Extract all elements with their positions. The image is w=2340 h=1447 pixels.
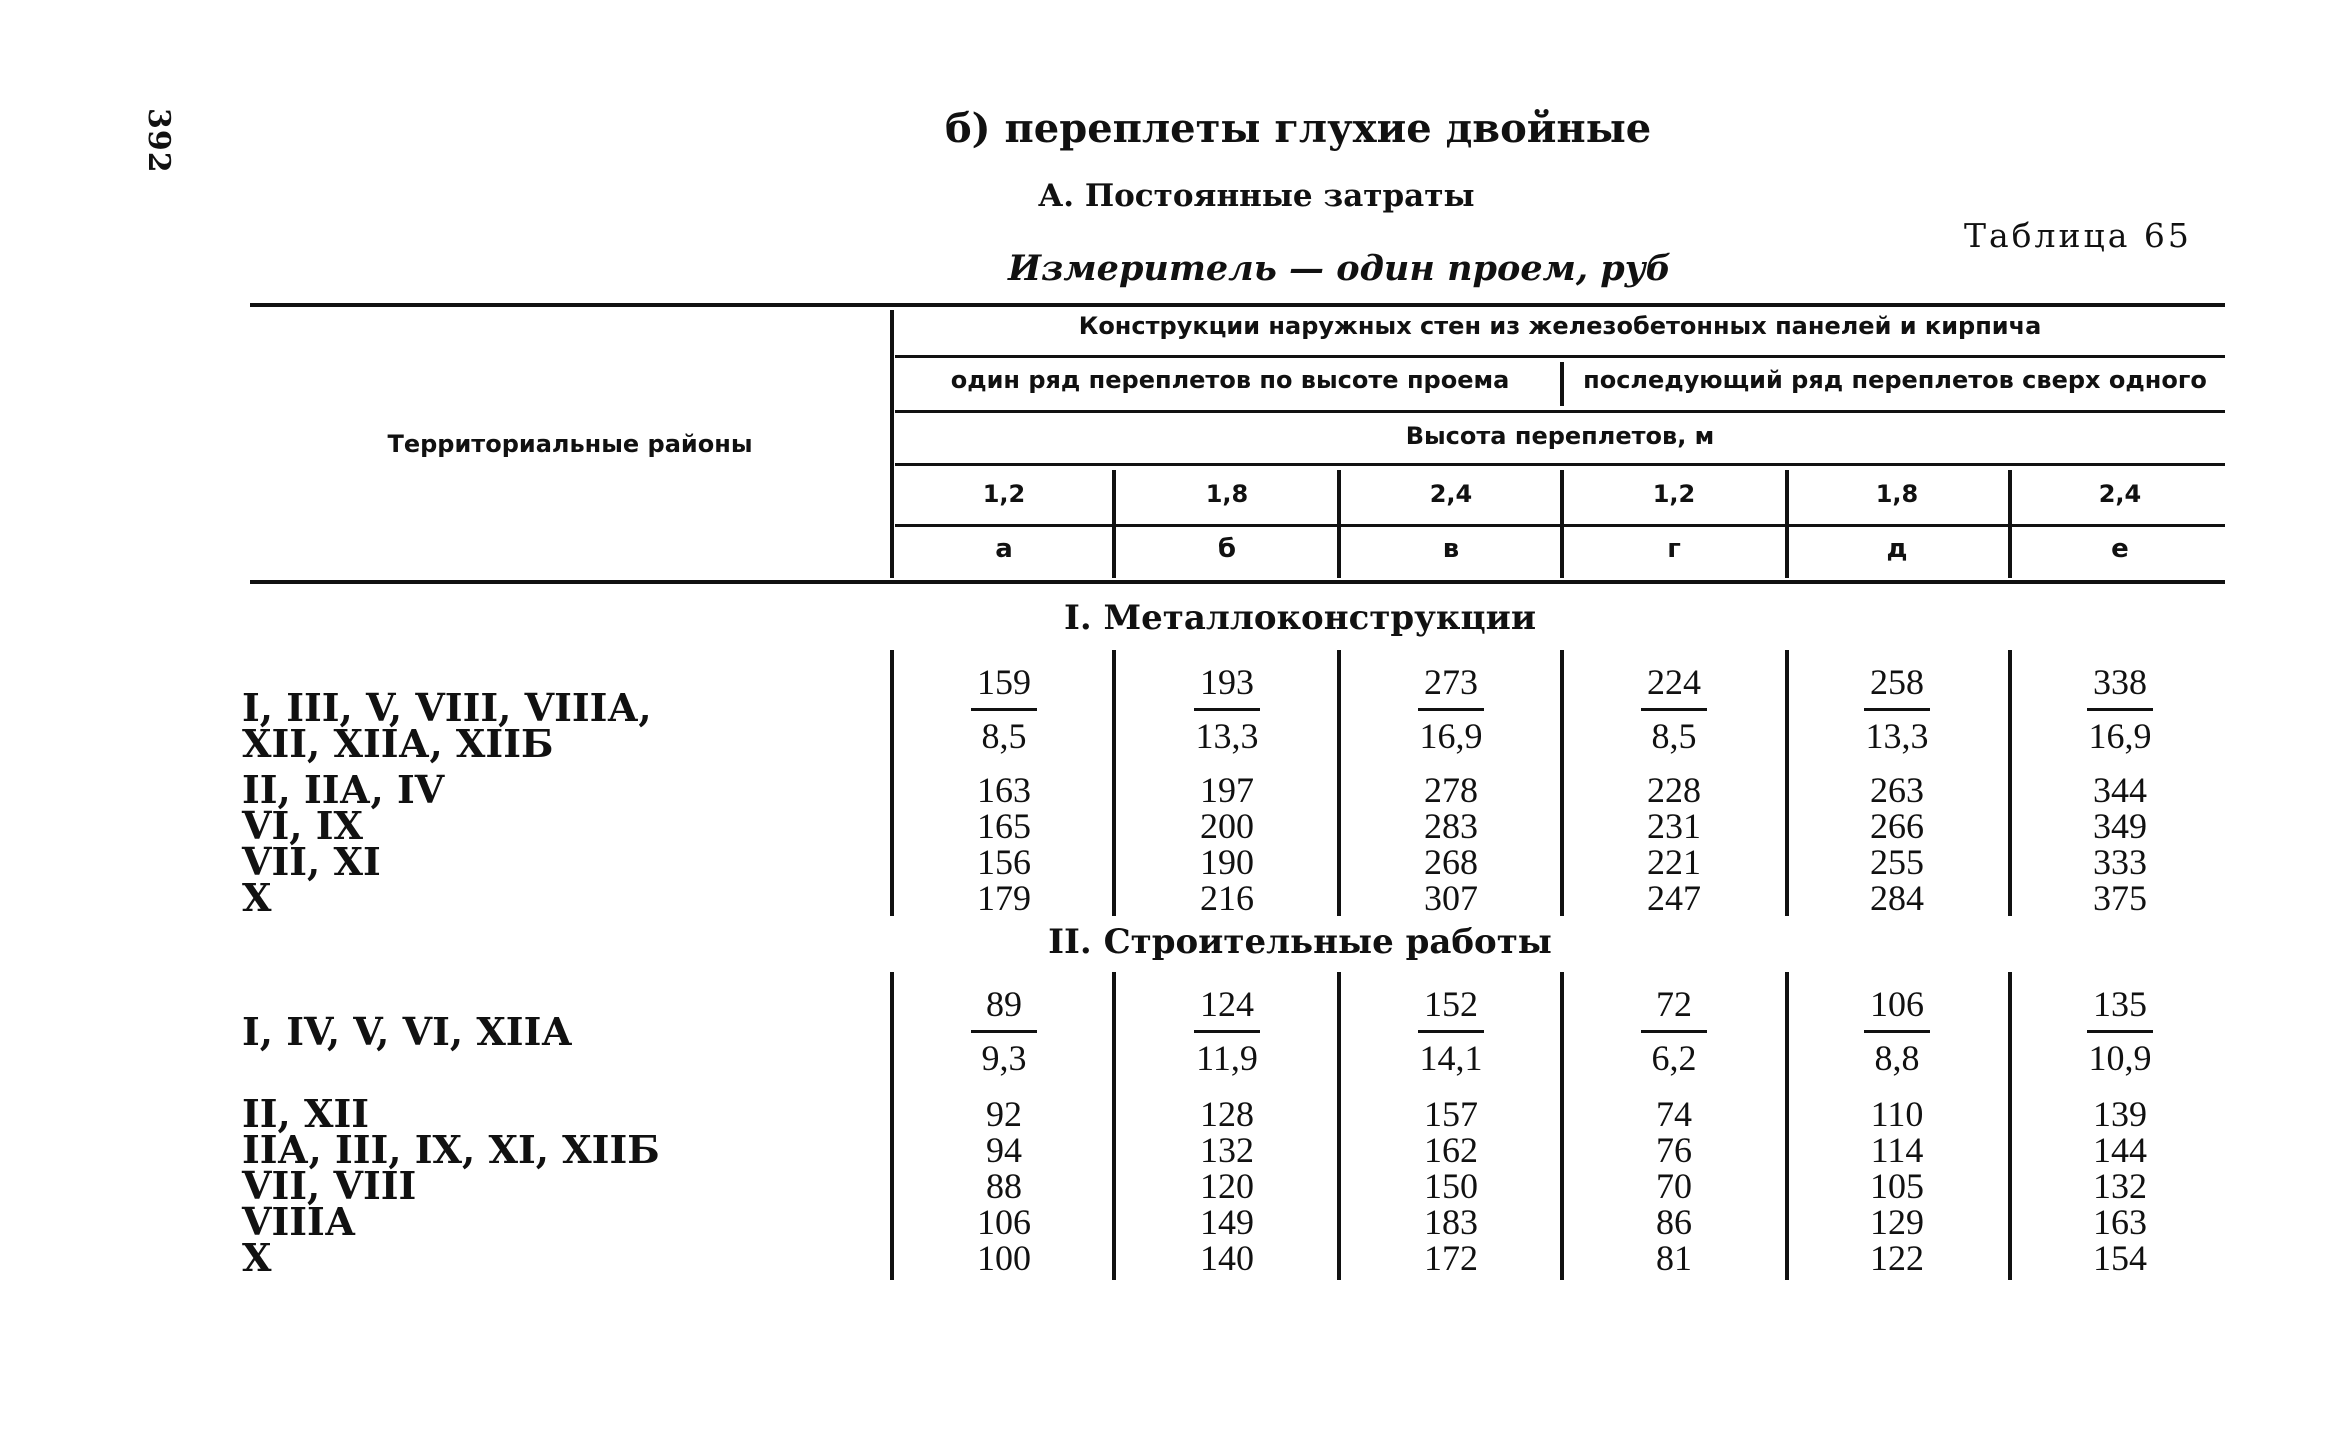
region-label: VI, IX — [242, 803, 363, 848]
table-cell: 221 — [1647, 842, 1701, 882]
fraction-bar — [1418, 1030, 1484, 1033]
header-col-divider — [1112, 470, 1116, 578]
column-letter: д — [1886, 534, 1908, 564]
table-cell: 349 — [2093, 806, 2147, 846]
fraction-bar — [1864, 1030, 1930, 1033]
body-col-divider — [1337, 650, 1341, 916]
table-cell: 165 — [977, 806, 1031, 846]
body-col-divider — [1785, 972, 1789, 1280]
fraction-bar — [2087, 708, 2153, 711]
table-cell: 92 — [986, 1094, 1022, 1134]
table-label: Таблица 65 — [1964, 216, 2192, 255]
region-label: XII, XIIА, XIIБ — [242, 721, 554, 766]
table-cell: 86 — [1656, 1202, 1692, 1242]
header-rule-2 — [895, 410, 2225, 413]
table-cell: 76 — [1656, 1130, 1692, 1170]
fraction-bar — [1864, 708, 1930, 711]
column-letter: б — [1217, 534, 1237, 564]
fraction-top: 89 — [986, 984, 1022, 1024]
one-row-header: один ряд переплетов по высоте проема — [950, 366, 1510, 394]
fraction-bar — [2087, 1030, 2153, 1033]
column-letter: е — [2111, 534, 2129, 564]
table-cell: 154 — [2093, 1238, 2147, 1278]
table-cell: 140 — [1200, 1238, 1254, 1278]
height-value: 1,8 — [1875, 480, 1919, 508]
page-number: 392 — [141, 108, 176, 174]
table-cell: 156 — [977, 842, 1031, 882]
fraction-top: 258 — [1870, 662, 1924, 702]
header-divider — [890, 310, 894, 578]
table-cell: 375 — [2093, 878, 2147, 918]
fraction-bottom: 10,9 — [2088, 1038, 2152, 1078]
table-cell: 307 — [1424, 878, 1478, 918]
table-cell: 128 — [1200, 1094, 1254, 1134]
fraction-bottom: 8,8 — [1874, 1038, 1920, 1078]
next-row-header: последующий ряд переплетов сверх одного — [1583, 366, 2207, 394]
table-cell: 231 — [1647, 806, 1701, 846]
table-cell: 179 — [977, 878, 1031, 918]
page-heading: б) переплеты глухие двойные — [945, 105, 1652, 152]
table-cell: 88 — [986, 1166, 1022, 1206]
table-cell: 228 — [1647, 770, 1701, 810]
table-cell: 110 — [1870, 1094, 1924, 1134]
table-cell: 266 — [1870, 806, 1924, 846]
region-label: IIА, III, IX, XI, XIIБ — [242, 1127, 660, 1172]
body-col-divider — [1112, 650, 1116, 916]
table-cell: 120 — [1200, 1166, 1254, 1206]
table-cell: 197 — [1200, 770, 1254, 810]
header-divider-sub — [1560, 362, 1564, 406]
group-title: I. Металлоконструкции — [1063, 598, 1537, 638]
table-cell: 283 — [1424, 806, 1478, 846]
table-cell: 247 — [1647, 878, 1701, 918]
height-header: Высота переплетов, м — [1405, 422, 1715, 450]
table-cell: 105 — [1870, 1166, 1924, 1206]
table-cell: 278 — [1424, 770, 1478, 810]
table-cell: 122 — [1870, 1238, 1924, 1278]
header-rule-3 — [895, 463, 2225, 466]
body-col-divider — [890, 972, 894, 1280]
table-cell: 263 — [1870, 770, 1924, 810]
fraction-top: 124 — [1200, 984, 1254, 1024]
fraction-bottom: 6,2 — [1651, 1038, 1697, 1078]
body-col-divider — [890, 650, 894, 916]
fraction-bottom: 8,5 — [1651, 716, 1697, 756]
body-col-divider — [1112, 972, 1116, 1280]
region-label: VIIIА — [242, 1199, 356, 1244]
table-cell: 190 — [1200, 842, 1254, 882]
height-value: 2,4 — [2098, 480, 2142, 508]
table-cell: 149 — [1200, 1202, 1254, 1242]
construction-header: Конструкции наружных стен из железобетонных панелей и кирпича — [1078, 312, 2042, 340]
fraction-bottom: 13,3 — [1195, 716, 1259, 756]
column-letter: г — [1667, 534, 1681, 564]
region-label: VII, VIII — [242, 1163, 417, 1208]
table-cell: 268 — [1424, 842, 1478, 882]
territory-header: Территориальные районы — [387, 430, 753, 458]
table-cell: 216 — [1200, 878, 1254, 918]
header-col-divider — [1560, 470, 1564, 578]
region-label: X — [242, 875, 272, 920]
table-cell: 163 — [977, 770, 1031, 810]
fraction-top: 106 — [1870, 984, 1924, 1024]
table-header-bottom-rule — [250, 580, 2225, 584]
height-value: 2,4 — [1429, 480, 1473, 508]
table-cell: 139 — [2093, 1094, 2147, 1134]
fraction-bottom: 13,3 — [1865, 716, 1929, 756]
fraction-bottom: 14,1 — [1419, 1038, 1483, 1078]
body-col-divider — [1560, 650, 1564, 916]
region-label: II, XII — [242, 1091, 370, 1136]
fraction-bar — [971, 708, 1037, 711]
fraction-bar — [1641, 1030, 1707, 1033]
fraction-top: 135 — [2093, 984, 2147, 1024]
fraction-bottom: 9,3 — [981, 1038, 1027, 1078]
fraction-bottom: 16,9 — [1419, 716, 1483, 756]
fraction-top: 159 — [977, 662, 1031, 702]
table-cell: 183 — [1424, 1202, 1478, 1242]
fraction-top: 152 — [1424, 984, 1478, 1024]
fraction-top: 338 — [2093, 662, 2147, 702]
table-cell: 100 — [977, 1238, 1031, 1278]
table-cell: 81 — [1656, 1238, 1692, 1278]
fraction-top: 273 — [1424, 662, 1478, 702]
fraction-bottom: 16,9 — [2088, 716, 2152, 756]
column-letter: в — [1442, 534, 1460, 564]
region-label: I, IV, V, VI, XIIА — [242, 1009, 573, 1054]
table-cell: 129 — [1870, 1202, 1924, 1242]
table-cell: 70 — [1656, 1166, 1692, 1206]
table-cell: 162 — [1424, 1130, 1478, 1170]
region-label: I, III, V, VIII, VIIIА, — [242, 685, 652, 730]
table-cell: 344 — [2093, 770, 2147, 810]
fraction-top: 224 — [1647, 662, 1701, 702]
header-rule-1 — [895, 355, 2225, 358]
body-col-divider — [2008, 650, 2012, 916]
table-cell: 144 — [2093, 1130, 2147, 1170]
region-label: II, IIА, IV — [242, 767, 445, 812]
fraction-bottom: 8,5 — [981, 716, 1027, 756]
table-cell: 114 — [1870, 1130, 1924, 1170]
fraction-bar — [971, 1030, 1037, 1033]
table-cell: 333 — [2093, 842, 2147, 882]
height-value: 1,2 — [982, 480, 1026, 508]
header-col-divider — [1337, 470, 1341, 578]
header-col-divider — [1785, 470, 1789, 578]
body-col-divider — [1337, 972, 1341, 1280]
column-letter: а — [995, 534, 1013, 564]
fraction-bar — [1641, 708, 1707, 711]
body-col-divider — [1560, 972, 1564, 1280]
unit-line: Измеритель — один проем, руб — [1008, 248, 1671, 289]
table-cell: 106 — [977, 1202, 1031, 1242]
table-cell: 132 — [1200, 1130, 1254, 1170]
table-cell: 150 — [1424, 1166, 1478, 1206]
table-cell: 163 — [2093, 1202, 2147, 1242]
fraction-bottom: 11,9 — [1196, 1038, 1258, 1078]
body-col-divider — [2008, 972, 2012, 1280]
fraction-bar — [1418, 708, 1484, 711]
body-col-divider — [1785, 650, 1789, 916]
table-cell: 157 — [1424, 1094, 1478, 1134]
table-cell: 94 — [986, 1130, 1022, 1170]
table-cell: 132 — [2093, 1166, 2147, 1206]
region-label: X — [242, 1235, 272, 1280]
table-top-rule — [250, 303, 2225, 307]
height-value: 1,8 — [1205, 480, 1249, 508]
fraction-bar — [1194, 1030, 1260, 1033]
group-title: II. Строительные работы — [1048, 922, 1552, 962]
table-cell: 284 — [1870, 878, 1924, 918]
fraction-bar — [1194, 708, 1260, 711]
fraction-top: 72 — [1656, 984, 1692, 1024]
section-title: А. Постоянные затраты — [1038, 178, 1475, 214]
region-label: VII, XI — [242, 839, 381, 884]
table-cell: 74 — [1656, 1094, 1692, 1134]
height-value: 1,2 — [1652, 480, 1696, 508]
table-cell: 200 — [1200, 806, 1254, 846]
header-col-divider — [2008, 470, 2012, 578]
fraction-top: 193 — [1200, 662, 1254, 702]
table-cell: 172 — [1424, 1238, 1478, 1278]
table-cell: 255 — [1870, 842, 1924, 882]
